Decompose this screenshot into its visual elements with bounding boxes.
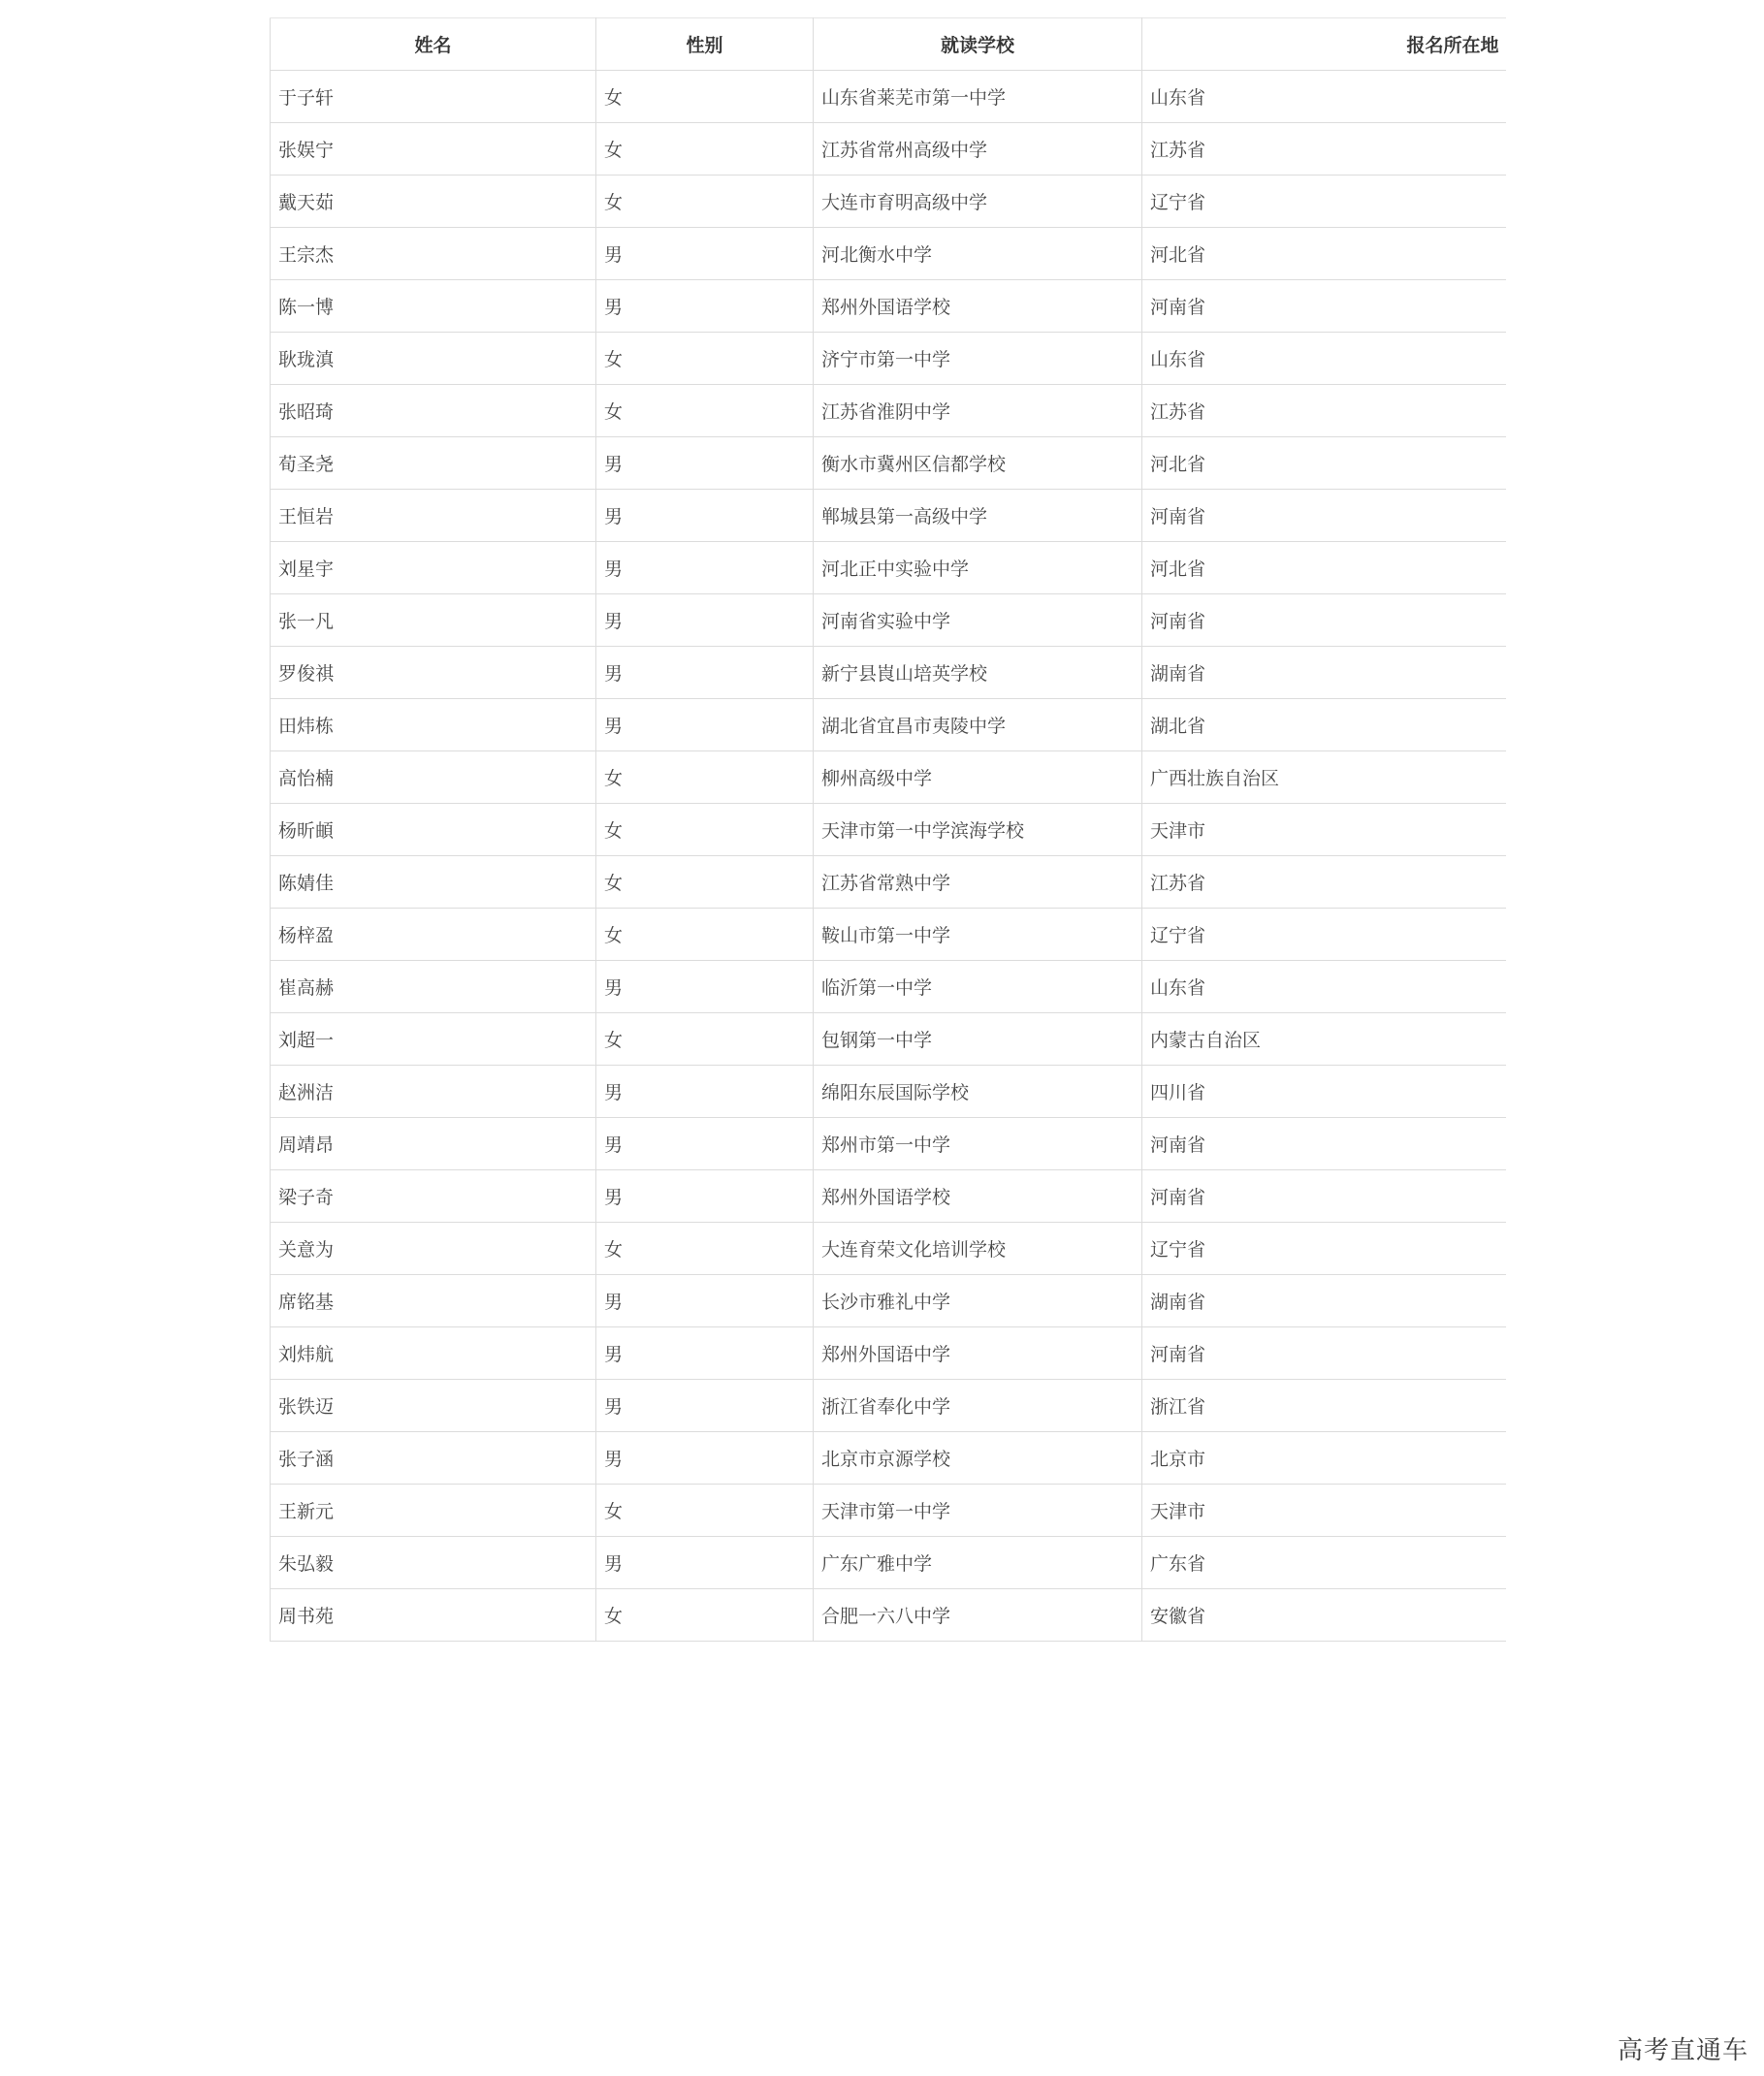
cell-name: 田炜栋: [271, 699, 596, 751]
header-gender: 性别: [596, 18, 814, 71]
cell-name: 王宗杰: [271, 228, 596, 280]
table-row: [271, 1380, 1507, 1432]
cell-region: 河南省: [1142, 1118, 1507, 1170]
cell-school: 大连育荣文化培训学校: [814, 1223, 1142, 1275]
cell-school: 绵阳东辰国际学校: [814, 1066, 1142, 1118]
cell-school: 江苏省淮阴中学: [814, 385, 1142, 437]
cell-region: 湖北省: [1142, 699, 1507, 751]
table-row: [271, 1537, 1507, 1589]
table-row: [271, 594, 1507, 647]
cell-name: 荀圣尧: [271, 437, 596, 490]
cell-region: 北京市: [1142, 1432, 1507, 1485]
cell-region: 浙江省: [1142, 1380, 1507, 1432]
cell-region: 天津市: [1142, 1485, 1507, 1537]
cell-region: 辽宁省: [1142, 1223, 1507, 1275]
cell-school: 天津市第一中学滨海学校: [814, 804, 1142, 856]
cell-name: 王恒岩: [271, 490, 596, 542]
cell-name: 杨昕頔: [271, 804, 596, 856]
cell-gender: 女: [596, 856, 814, 909]
cell-gender: 女: [596, 176, 814, 228]
cell-gender: 女: [596, 909, 814, 961]
cell-region: 辽宁省: [1142, 909, 1507, 961]
cell-gender: 女: [596, 71, 814, 123]
cell-gender: 男: [596, 647, 814, 699]
cell-gender: 男: [596, 1118, 814, 1170]
cell-region: 广东省: [1142, 1537, 1507, 1589]
cell-region: 河北省: [1142, 437, 1507, 490]
cell-school: 江苏省常熟中学: [814, 856, 1142, 909]
cell-name: 于子轩: [271, 71, 596, 123]
cell-gender: 男: [596, 1275, 814, 1327]
table-row: [271, 909, 1507, 961]
table-header-row: [271, 18, 1507, 71]
cell-school: 江苏省常州高级中学: [814, 123, 1142, 176]
cell-name: 陈一博: [271, 280, 596, 333]
cell-region: 山东省: [1142, 961, 1507, 1013]
cell-gender: 女: [596, 333, 814, 385]
table-row: [271, 1432, 1507, 1485]
cell-gender: 男: [596, 961, 814, 1013]
cell-school: 山东省莱芜市第一中学: [814, 71, 1142, 123]
cell-region: 江苏省: [1142, 385, 1507, 437]
table-row: [271, 176, 1507, 228]
cell-gender: 男: [596, 1327, 814, 1380]
cell-region: 河北省: [1142, 228, 1507, 280]
cell-gender: 男: [596, 542, 814, 594]
cell-school: 广东广雅中学: [814, 1537, 1142, 1589]
cell-name: 陈婧佳: [271, 856, 596, 909]
cell-gender: 女: [596, 123, 814, 176]
cell-gender: 男: [596, 228, 814, 280]
cell-gender: 男: [596, 1537, 814, 1589]
cell-name: 张一凡: [271, 594, 596, 647]
cell-school: 天津市第一中学: [814, 1485, 1142, 1537]
table-row: [271, 1013, 1507, 1066]
table-row: [271, 123, 1507, 176]
watermark-text: 高考直通车: [1617, 2036, 1748, 2065]
cell-name: 梁子奇: [271, 1170, 596, 1223]
cell-school: 郸城县第一高级中学: [814, 490, 1142, 542]
cell-gender: 女: [596, 1589, 814, 1642]
cell-gender: 男: [596, 1066, 814, 1118]
table-row: [271, 751, 1507, 804]
cell-school: 柳州高级中学: [814, 751, 1142, 804]
cell-gender: 男: [596, 594, 814, 647]
table-row: [271, 280, 1507, 333]
cell-gender: 男: [596, 699, 814, 751]
table-row: [271, 1223, 1507, 1275]
cell-name: 张娱宁: [271, 123, 596, 176]
cell-region: 江苏省: [1142, 123, 1507, 176]
table-row: [271, 1118, 1507, 1170]
cell-gender: 男: [596, 490, 814, 542]
cell-gender: 女: [596, 1013, 814, 1066]
cell-name: 张子涵: [271, 1432, 596, 1485]
cell-gender: 女: [596, 751, 814, 804]
cell-school: 郑州外国语学校: [814, 1170, 1142, 1223]
cell-name: 刘超一: [271, 1013, 596, 1066]
cell-gender: 男: [596, 1170, 814, 1223]
cell-name: 崔高赫: [271, 961, 596, 1013]
cell-gender: 男: [596, 437, 814, 490]
cell-name: 张昭琦: [271, 385, 596, 437]
cell-school: 衡水市冀州区信都学校: [814, 437, 1142, 490]
cell-school: 郑州市第一中学: [814, 1118, 1142, 1170]
table-body: [271, 71, 1507, 1642]
table-row: [271, 437, 1507, 490]
cell-school: 郑州外国语中学: [814, 1327, 1142, 1380]
cell-school: 新宁县崀山培英学校: [814, 647, 1142, 699]
cell-name: 朱弘毅: [271, 1537, 596, 1589]
cell-school: 包钢第一中学: [814, 1013, 1142, 1066]
cell-school: 河南省实验中学: [814, 594, 1142, 647]
cell-name: 耿珑滇: [271, 333, 596, 385]
table-row: [271, 333, 1507, 385]
cell-school: 济宁市第一中学: [814, 333, 1142, 385]
cell-name: 王新元: [271, 1485, 596, 1537]
cell-region: 天津市: [1142, 804, 1507, 856]
cell-gender: 男: [596, 1380, 814, 1432]
cell-region: 河南省: [1142, 280, 1507, 333]
cell-school: 长沙市雅礼中学: [814, 1275, 1142, 1327]
cell-school: 河北正中实验中学: [814, 542, 1142, 594]
cell-name: 高怡楠: [271, 751, 596, 804]
cell-gender: 女: [596, 385, 814, 437]
table-row: [271, 961, 1507, 1013]
cell-region: 湖南省: [1142, 647, 1507, 699]
cell-region: 河南省: [1142, 594, 1507, 647]
cell-gender: 女: [596, 1485, 814, 1537]
table-row: [271, 1066, 1507, 1118]
cell-name: 刘星宇: [271, 542, 596, 594]
cell-gender: 女: [596, 804, 814, 856]
cell-region: 广西壮族自治区: [1142, 751, 1507, 804]
cell-region: 河南省: [1142, 1327, 1507, 1380]
table-row: [271, 385, 1507, 437]
table-row: [271, 228, 1507, 280]
roster-table-container: [270, 17, 1506, 1642]
table-row: [271, 1485, 1507, 1537]
cell-gender: 男: [596, 280, 814, 333]
cell-school: 北京市京源学校: [814, 1432, 1142, 1485]
cell-name: 关意为: [271, 1223, 596, 1275]
cell-region: 山东省: [1142, 71, 1507, 123]
header-region: 报名所在地: [1142, 18, 1507, 71]
cell-name: 周书苑: [271, 1589, 596, 1642]
cell-region: 安徽省: [1142, 1589, 1507, 1642]
header-name: 姓名: [271, 18, 596, 71]
cell-school: 合肥一六八中学: [814, 1589, 1142, 1642]
table-row: [271, 804, 1507, 856]
cell-gender: 女: [596, 1223, 814, 1275]
table-row: [271, 1327, 1507, 1380]
cell-region: 四川省: [1142, 1066, 1507, 1118]
header-school: 就读学校: [814, 18, 1142, 71]
cell-gender: 男: [596, 1432, 814, 1485]
cell-region: 山东省: [1142, 333, 1507, 385]
cell-region: 内蒙古自治区: [1142, 1013, 1507, 1066]
table-row: [271, 542, 1507, 594]
cell-school: 临沂第一中学: [814, 961, 1142, 1013]
cell-name: 席铭基: [271, 1275, 596, 1327]
table-row: [271, 1170, 1507, 1223]
table-row: [271, 699, 1507, 751]
cell-name: 张铁迈: [271, 1380, 596, 1432]
cell-name: 赵洲洁: [271, 1066, 596, 1118]
cell-name: 戴天茹: [271, 176, 596, 228]
table-row: [271, 856, 1507, 909]
cell-name: 罗俊祺: [271, 647, 596, 699]
cell-school: 郑州外国语学校: [814, 280, 1142, 333]
cell-region: 湖南省: [1142, 1275, 1507, 1327]
cell-name: 周靖昂: [271, 1118, 596, 1170]
table-row: [271, 71, 1507, 123]
cell-region: 河北省: [1142, 542, 1507, 594]
cell-region: 河南省: [1142, 1170, 1507, 1223]
cell-name: 刘炜航: [271, 1327, 596, 1380]
table-row: [271, 490, 1507, 542]
table-row: [271, 647, 1507, 699]
cell-school: 湖北省宜昌市夷陵中学: [814, 699, 1142, 751]
cell-school: 浙江省奉化中学: [814, 1380, 1142, 1432]
cell-school: 鞍山市第一中学: [814, 909, 1142, 961]
table-row: [271, 1589, 1507, 1642]
cell-name: 杨梓盈: [271, 909, 596, 961]
cell-region: 河南省: [1142, 490, 1507, 542]
cell-school: 大连市育明高级中学: [814, 176, 1142, 228]
cell-region: 辽宁省: [1142, 176, 1507, 228]
cell-region: 江苏省: [1142, 856, 1507, 909]
cell-school: 河北衡水中学: [814, 228, 1142, 280]
student-roster-table: [270, 17, 1506, 1642]
table-row: [271, 1275, 1507, 1327]
